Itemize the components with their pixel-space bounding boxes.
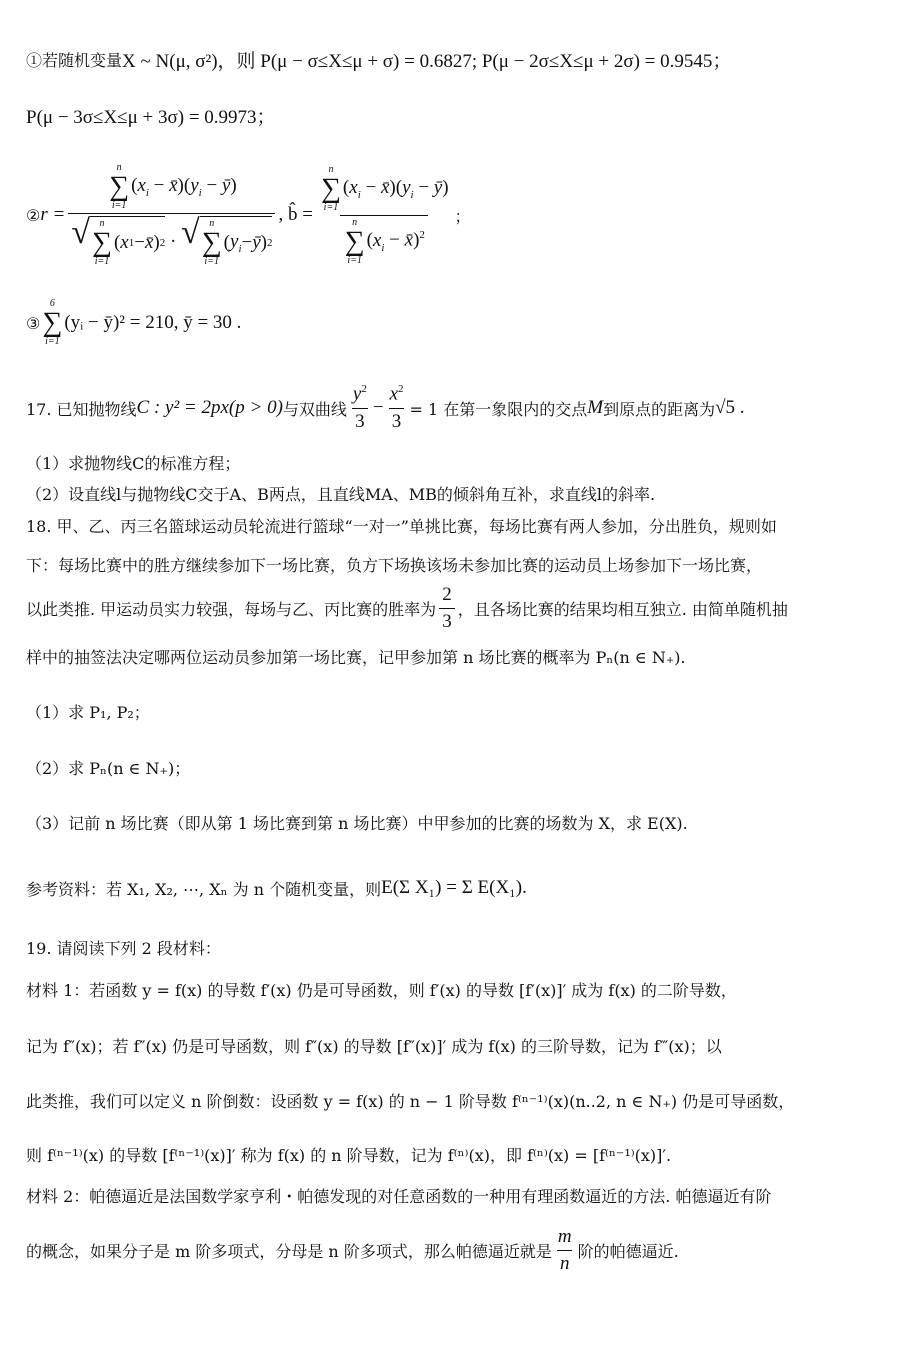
q18-stem-3b: ，且各场比赛的结果均相互独立. 由简单随机抽 — [457, 599, 788, 619]
q18-part-3: （3）记前 n 场比赛（即从第 1 场比赛到第 n 场比赛）中甲参加的比赛的场数为 X，求 E(X). — [26, 814, 688, 833]
q17-stem-c: 与双曲线 — [282, 399, 347, 419]
q19-material-1b: 记为 f″(x)；若 f″(x) 仍是可导函数，则 f″(x) 的导数 [f″(x)]′ 成为 f(x) 的三阶导数，记为 f‴(x)；以 — [26, 1037, 722, 1056]
condition-3 — [26, 295, 241, 351]
q19-material-1a: 材料 1：若函数 y = f(x) 的导数 f′(x) 仍是可导函数，则 f′(x) 的导数 [f′(x)]′ 成为 f(x) 的二阶导数， — [26, 981, 737, 1000]
q18-stem-3 — [26, 580, 788, 636]
q18-part-2: （2）求 Pₙ(n ∈ N₊)； — [26, 759, 191, 778]
sum-sign: n ∑ i=1 — [109, 162, 130, 211]
q17-stem-d: = 1 在第一象限内的交点 — [409, 399, 588, 419]
q18-stem-3a: 以此类推. 甲运动员实力较强，每场与乙、丙比赛的胜率为 — [26, 599, 437, 619]
condition-1-cont — [26, 102, 276, 129]
r-denominator: √ n ∑ i=1 ( x 1 − x̄ ) 2 · √ n ∑ i=1 ( $y_i$ − ȳ ) 2 — [68, 213, 275, 267]
condition-3-formula: (yᵢ − ȳ)² = 210, ȳ = 30 . — [64, 312, 242, 333]
q18-win-rate: $\frac{2}{3}$ — [439, 584, 455, 633]
q17-parabola: C : y² = 2px(p > 0) — [136, 397, 283, 418]
condition-1-cont-formula: P(μ − 3σ≤X≤μ + 3σ) = 0.9973； — [26, 107, 276, 128]
condition-3-label: ③ — [26, 313, 41, 333]
q18-part-1: （1）求 P₁, P₂； — [26, 703, 150, 722]
q17-stem-a: 17. 已知抛物线 — [26, 399, 137, 419]
q17-frac-y: $\frac{y^2}{3}$ — [352, 383, 367, 432]
sum-sign: 6 ∑ i=1 — [42, 298, 63, 347]
q17-point-m: M — [587, 397, 604, 418]
q19-material-1d: 则 f⁽ⁿ⁻¹⁾(x) 的导数 [f⁽ⁿ⁻¹⁾(x)]′ 称为 f(x) 的 n 阶导数，记为 f⁽ⁿ⁾(x)，即 f⁽ⁿ⁾(x) = [f⁽ⁿ⁻¹⁾(x)]′. — [26, 1146, 672, 1165]
q19-material-2a: 材料 2：帕德逼近是法国数学家亨利・帕德发现的对任意函数的一种用有理函数逼近的方法. 帕德逼近有阶 — [26, 1187, 772, 1206]
q17-frac-x: $\frac{x^2}{3}$ — [389, 383, 404, 432]
r-numerator: n ∑ i=1 ($x_i$ − $x̄)(y_i$ − ȳ) — [109, 162, 237, 211]
condition-2-label: ② — [26, 205, 41, 225]
q19-material-2b — [26, 1222, 679, 1278]
q18-stem-2: 下：每场比赛中的胜方继续参加下一场比赛，负方下场换该场未参加比赛的运动员上场参加下一场比赛， — [26, 556, 763, 575]
condition-1 — [26, 46, 731, 73]
q19-material-2c-text: 阶的帕德逼近. — [577, 1241, 679, 1261]
q19-pade-order: $\frac{m}{n}$ — [557, 1225, 572, 1274]
condition-1-label: ①若随机变量 — [26, 51, 123, 70]
q18-stem-1: 18. 甲、乙、丙三名篮球运动员轮流进行篮球“一对一”单挑比赛，每场比赛有两人参加，分出胜负，规则如 — [26, 517, 777, 536]
q17-stem: 17. 已知抛物线 C : y² = 2px(p > 0) 与双曲线 $\frac{y^2}{3}$ − $\frac{x^2}{3}$ = 1 在第一象限内的交点 M 到原点的距离为 √5 . — [26, 383, 745, 432]
condition-1-formula: X ~ N(μ, σ²)，则 P(μ − σ≤X≤μ + σ) = 0.6827; P(μ − 2σ≤X≤μ + 2σ) = 0.9545； — [122, 51, 732, 72]
q17-stem-f: 到原点的距离为 — [603, 399, 716, 419]
condition-2-end: ； — [454, 206, 471, 226]
r-equals: r = — [40, 204, 66, 225]
q17-part-1: （1）求抛物线C的标准方程； — [26, 454, 241, 473]
r-fraction — [68, 163, 275, 267]
q19-material-1c: 此类推，我们可以定义 n 阶倒数：设函数 y = f(x) 的 n − 1 阶导数 f⁽ⁿ⁻¹⁾(x)(n..2, n ∈ N₊) 仍是可导函数， — [26, 1092, 795, 1111]
q17-distance: √5 . — [715, 397, 745, 418]
q18-reference-text: 参考资料：若 X₁, X₂, ⋯, Xₙ 为 n 个随机变量，则 — [26, 879, 382, 899]
b-fraction: n ∑ i=1 ($x_i$ − $x̄)(y_i$ − ȳ) n ∑ i=1 ($x_i$ − x̄)$^2$ — [320, 163, 449, 266]
q18-reference-formula: E(Σ X₁) = Σ E(X₁). — [381, 877, 527, 898]
condition-2 — [26, 160, 471, 270]
q17-part-2: （2）设直线l与抛物线C交于A、B两点，且直线MA、MB的倾斜角互补，求直线l的斜率. — [26, 485, 656, 504]
q18-stem-4: 样中的抽签法决定哪两位运动员参加第一场比赛，记甲参加第 n 场比赛的概率为 Pₙ(n ∈ N₊). — [26, 648, 686, 667]
q19-material-2b-text: 的概念，如果分子是 m 阶多项式，分母是 n 阶多项式，那么帕德逼近就是 — [26, 1241, 552, 1261]
q19-title: 19. 请阅读下列 2 段材料： — [26, 939, 221, 958]
b-hat-equals: , b̂ = — [278, 204, 313, 225]
q18-reference — [26, 860, 527, 916]
